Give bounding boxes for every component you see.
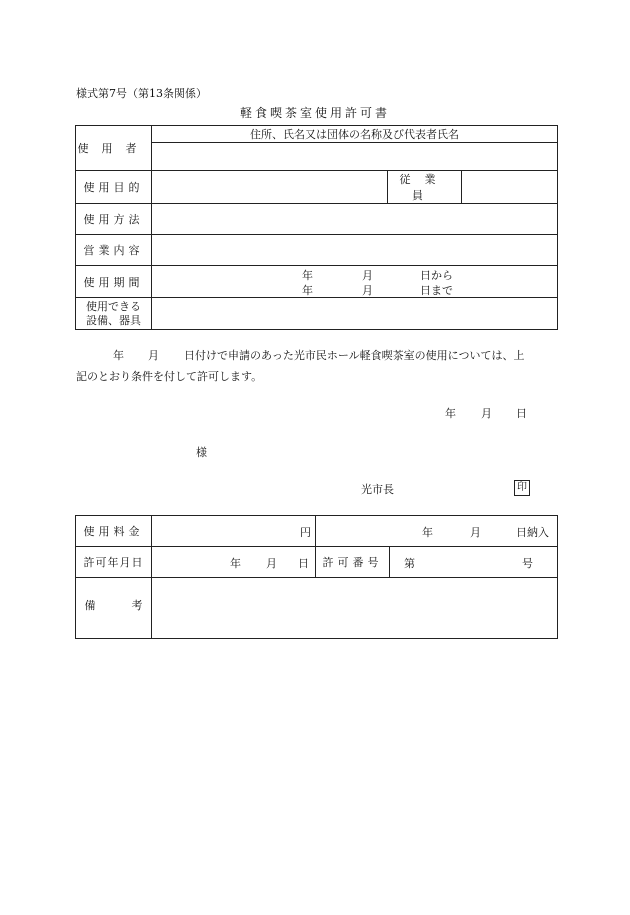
permit-number-field[interactable]: [390, 547, 558, 578]
statement-line2: 記のとおり条件を付して許可します。: [76, 370, 263, 383]
permit-date-label: 許可年月日: [76, 547, 152, 578]
issue-month: 月: [481, 407, 492, 420]
period-label: 使用期間: [76, 266, 152, 298]
payment-month: 月: [470, 526, 481, 539]
payment-date-field[interactable]: [316, 516, 558, 547]
method-input-field[interactable]: [152, 204, 558, 235]
purpose-input-field[interactable]: [152, 171, 388, 204]
permit-date-field[interactable]: [152, 547, 316, 578]
seal-mark: 印: [514, 480, 530, 496]
fee-table: [75, 515, 558, 639]
permit-number-label: 許可番号: [316, 547, 390, 578]
period-until-day: 日まで: [420, 284, 453, 297]
user-label-cell: [76, 126, 152, 171]
statement-line1: 日付けで申請のあった光市民ホール軽食喫茶室の使用については、上: [184, 349, 525, 362]
recipient-honorific: 様: [196, 446, 207, 459]
document-title: 軽食喫茶室使用許可書: [239, 106, 390, 120]
payment-day: 日納入: [516, 526, 549, 539]
period-until-month: 月: [362, 284, 373, 297]
user-label: 使用者: [77, 142, 150, 155]
permit-number-suffix: 号: [522, 557, 533, 570]
period-from-month: 月: [362, 269, 373, 282]
permit-year: 年: [230, 557, 241, 570]
business-input-field[interactable]: [152, 235, 558, 266]
payment-year: 年: [422, 526, 433, 539]
remarks-label-cell: [76, 578, 179, 639]
permit-number-prefix: 第: [404, 557, 415, 570]
yen-unit: 円: [300, 526, 311, 539]
staff-label: 従業員: [388, 171, 462, 204]
staff-input-field[interactable]: [462, 171, 558, 204]
business-label: 営業内容: [76, 235, 152, 266]
application-table: [75, 125, 558, 330]
remarks-label: 備考: [84, 599, 179, 612]
issue-year: 年: [445, 407, 456, 420]
method-label: 使用方法: [76, 204, 152, 235]
address-header: 住所、氏名又は団体の名称及び代表者氏名: [152, 126, 558, 143]
facility-label-line2: 設備、器具: [86, 313, 141, 327]
purpose-label: 使用目的: [76, 171, 152, 204]
statement-year: 年: [113, 349, 124, 362]
facility-label: [76, 298, 152, 330]
permit-month: 月: [266, 557, 277, 570]
issuer-title: 光市長: [361, 483, 394, 496]
period-from-day: 日から: [420, 269, 453, 282]
period-field[interactable]: [152, 266, 558, 298]
user-input-field[interactable]: [152, 143, 558, 171]
period-from-year: 年: [302, 269, 313, 282]
issue-day: 日: [516, 407, 527, 420]
remarks-field[interactable]: [152, 578, 558, 639]
facility-label-line1: 使用できる: [86, 299, 141, 313]
fee-label: 使用料金: [76, 516, 152, 547]
statement-month: 月: [148, 349, 159, 362]
fee-amount-field[interactable]: [152, 516, 316, 547]
permit-day: 日: [298, 557, 309, 570]
form-number: 様式第7号（第13条関係）: [76, 87, 207, 100]
facility-input-field[interactable]: [152, 298, 558, 330]
period-until-year: 年: [302, 284, 313, 297]
